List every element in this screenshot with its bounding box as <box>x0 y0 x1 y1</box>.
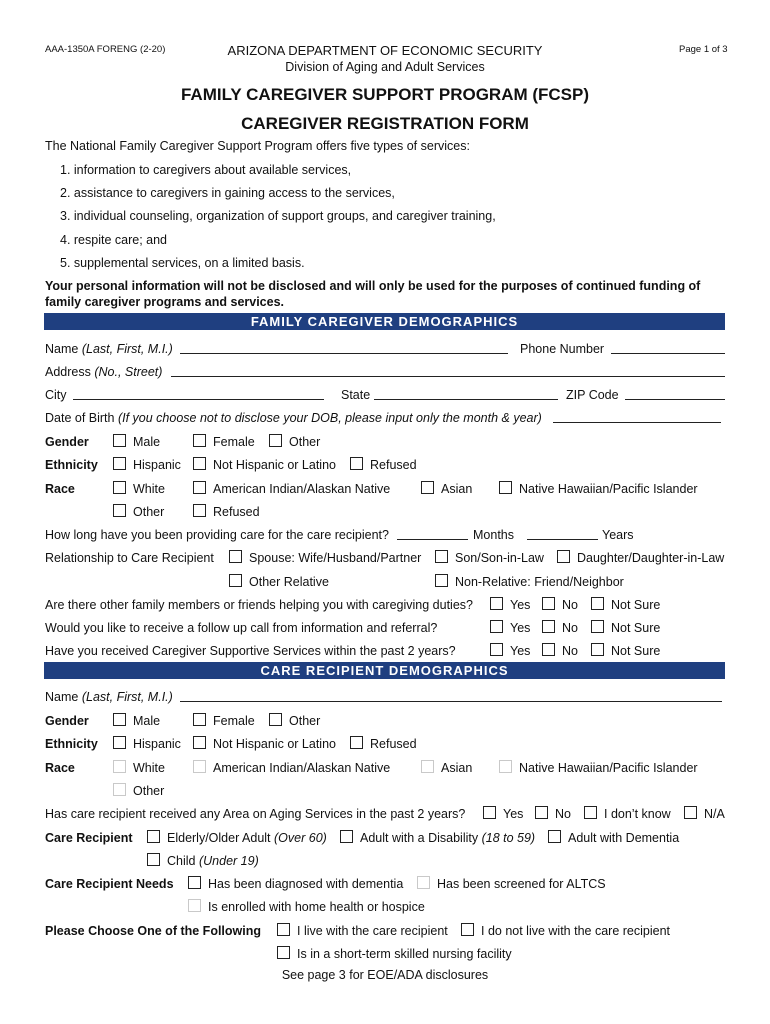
form-id: AAA-1350A FORENG (2-20) <box>45 44 166 55</box>
checkbox-icon <box>193 457 206 470</box>
care-duration-label: How long have you been providing care for the care recipient? <box>45 528 389 542</box>
recipient-gender-female-checkbox[interactable]: Female <box>193 713 255 728</box>
care-recipient-demographics-banner: CARE RECIPIENT DEMOGRAPHICS <box>44 662 725 679</box>
caregiver-ethnicity-label: Ethnicity <box>45 458 98 472</box>
checkbox-icon <box>421 481 434 494</box>
followup-yes-checkbox[interactable]: Yes <box>490 620 530 635</box>
services-no-checkbox[interactable]: No <box>542 643 578 658</box>
relationship-other-relative-checkbox[interactable]: Other Relative <box>229 574 329 589</box>
live-with-recipient-checkbox[interactable]: I live with the care recipient <box>277 923 448 938</box>
privacy-notice-line2: family caregiver programs and services. <box>45 295 285 309</box>
care-recipient-type-label: Care Recipient <box>45 831 133 845</box>
aging-dont-know-checkbox[interactable]: I don’t know <box>584 806 671 821</box>
recipient-elderly-checkbox[interactable]: Elderly/Older Adult (Over 60) <box>147 830 327 845</box>
needs-altcs-checkbox[interactable]: Has been screened for ALTCS <box>417 876 606 891</box>
relationship-son-checkbox[interactable]: Son/Son-in-Law <box>435 550 544 565</box>
checkbox-icon <box>461 923 474 936</box>
recipient-race-asian-checkbox[interactable]: Asian <box>421 760 472 775</box>
checkbox-icon <box>113 736 126 749</box>
footer-note: See page 3 for EOE/ADA disclosures <box>281 968 489 982</box>
recipient-gender-male-checkbox[interactable]: Male <box>113 713 160 728</box>
services-yes-checkbox[interactable]: Yes <box>490 643 530 658</box>
recipient-ethnicity-hispanic-checkbox[interactable]: Hispanic <box>113 736 181 751</box>
checkbox-icon <box>435 550 448 563</box>
not-live-with-recipient-checkbox[interactable]: I do not live with the care recipient <box>461 923 670 938</box>
phone-field[interactable] <box>611 353 725 354</box>
checkbox-icon <box>548 830 561 843</box>
years-field[interactable] <box>527 539 598 540</box>
checkbox-icon <box>113 783 126 796</box>
helpers-yes-checkbox[interactable]: Yes <box>490 597 530 612</box>
checkbox-icon <box>591 643 604 656</box>
aging-services-question: Has care recipient received any Area on Aging Services in the past 2 years? <box>45 807 466 821</box>
address-field[interactable] <box>171 376 725 377</box>
caregiver-race-asian-checkbox[interactable]: Asian <box>421 481 472 496</box>
recipient-ethnicity-label: Ethnicity <box>45 737 98 751</box>
recipient-ethnicity-not-hispanic-checkbox[interactable]: Not Hispanic or Latino <box>193 736 336 751</box>
checkbox-icon <box>499 760 512 773</box>
checkbox-icon <box>350 457 363 470</box>
months-label: Months <box>473 528 514 542</box>
checkbox-icon <box>483 806 496 819</box>
service-item: 3. individual counseling, organization of support groups, and caregiver training, <box>60 209 496 223</box>
recipient-dementia-checkbox[interactable]: Adult with Dementia <box>548 830 679 845</box>
choose-one-label: Please Choose One of the Following <box>45 924 261 938</box>
form-subtitle: CAREGIVER REGISTRATION FORM <box>241 114 529 133</box>
dob-field[interactable] <box>553 422 721 423</box>
recipient-disability-checkbox[interactable]: Adult with a Disability (18 to 59) <box>340 830 535 845</box>
checkbox-icon <box>350 736 363 749</box>
helpers-no-checkbox[interactable]: No <box>542 597 578 612</box>
caregiver-race-label: Race <box>45 482 75 496</box>
checkbox-icon <box>113 713 126 726</box>
caregiver-gender-female-checkbox[interactable]: Female <box>193 434 255 449</box>
recipient-race-white-checkbox[interactable]: White <box>113 760 165 775</box>
recipient-child-checkbox[interactable]: Child (Under 19) <box>147 853 259 868</box>
needs-dementia-diagnosed-checkbox[interactable]: Has been diagnosed with dementia <box>188 876 403 891</box>
checkbox-icon <box>269 713 282 726</box>
dob-label: Date of Birth (If you choose not to disclose your DOB, please input only the month & year) <box>45 411 542 425</box>
caregiver-race-refused-checkbox[interactable]: Refused <box>193 504 260 519</box>
checkbox-icon <box>340 830 353 843</box>
relationship-non-relative-checkbox[interactable]: Non-Relative: Friend/Neighbor <box>435 574 624 589</box>
recipient-race-other-checkbox[interactable]: Other <box>113 783 164 798</box>
state-label: State <box>341 388 371 402</box>
checkbox-icon <box>193 481 206 494</box>
caregiver-gender-other-checkbox[interactable]: Other <box>269 434 320 449</box>
checkbox-icon <box>584 806 597 819</box>
phone-label: Phone Number <box>520 342 605 356</box>
checkbox-icon <box>193 434 206 447</box>
page-number: Page 1 of 3 <box>679 44 728 55</box>
followup-no-checkbox[interactable]: No <box>542 620 578 635</box>
caregiver-race-pacific-islander-checkbox[interactable]: Native Hawaiian/Pacific Islander <box>499 481 698 496</box>
services-not-sure-checkbox[interactable]: Not Sure <box>591 643 660 658</box>
followup-not-sure-checkbox[interactable]: Not Sure <box>591 620 660 635</box>
checkbox-icon <box>193 504 206 517</box>
recipient-gender-other-checkbox[interactable]: Other <box>269 713 320 728</box>
checkbox-icon <box>193 760 206 773</box>
checkbox-icon <box>229 550 242 563</box>
checkbox-icon <box>417 876 430 889</box>
city-label: City <box>45 388 67 402</box>
checkbox-icon <box>113 457 126 470</box>
checkbox-icon <box>188 899 201 912</box>
form-title: FAMILY CAREGIVER SUPPORT PROGRAM (FCSP) <box>180 85 590 104</box>
zip-field[interactable] <box>625 399 725 400</box>
years-label: Years <box>602 528 634 542</box>
checkbox-icon <box>113 504 126 517</box>
service-item: 4. respite care; and <box>60 233 168 247</box>
caregiver-demographics-banner: FAMILY CAREGIVER DEMOGRAPHICS <box>44 313 725 330</box>
checkbox-icon <box>229 574 242 587</box>
care-recipient-needs-label: Care Recipient Needs <box>45 877 174 891</box>
checkbox-icon <box>684 806 697 819</box>
checkbox-icon <box>499 481 512 494</box>
checkbox-icon <box>193 713 206 726</box>
checkbox-icon <box>113 481 126 494</box>
caregiver-ethnicity-not-hispanic-checkbox[interactable]: Not Hispanic or Latino <box>193 457 336 472</box>
checkbox-icon <box>269 434 282 447</box>
caregiver-name-label: Name (Last, First, M.I.) <box>45 342 173 356</box>
recipient-race-label: Race <box>45 761 75 775</box>
aging-na-checkbox[interactable]: N/A <box>684 806 725 821</box>
relationship-spouse-checkbox[interactable]: Spouse: Wife/Husband/Partner <box>229 550 421 565</box>
recipient-name-field[interactable] <box>180 701 722 702</box>
checkbox-icon <box>147 853 160 866</box>
recipient-name-label: Name (Last, First, M.I.) <box>45 690 173 704</box>
agency-name: ARIZONA DEPARTMENT OF ECONOMIC SECURITY <box>227 43 543 58</box>
address-label: Address (No., Street) <box>45 365 163 379</box>
checkbox-icon <box>542 620 555 633</box>
checkbox-icon <box>490 620 503 633</box>
checkbox-icon <box>435 574 448 587</box>
checkbox-icon <box>188 876 201 889</box>
recipient-race-pacific-islander-checkbox[interactable]: Native Hawaiian/Pacific Islander <box>499 760 698 775</box>
state-field[interactable] <box>374 399 558 400</box>
service-item: 2. assistance to caregivers in gaining access to the services, <box>60 186 395 200</box>
aging-yes-checkbox[interactable]: Yes <box>483 806 523 821</box>
relationship-label: Relationship to Care Recipient <box>45 551 214 565</box>
caregiver-ethnicity-refused-checkbox[interactable]: Refused <box>350 457 417 472</box>
intro-text: The National Family Caregiver Support Program offers five types of services: <box>45 139 470 153</box>
checkbox-icon <box>591 620 604 633</box>
checkbox-icon <box>542 597 555 610</box>
recipient-gender-label: Gender <box>45 714 89 728</box>
checkbox-icon <box>277 923 290 936</box>
relationship-daughter-checkbox[interactable]: Daughter/Daughter-in-Law <box>557 550 724 565</box>
helpers-not-sure-checkbox[interactable]: Not Sure <box>591 597 660 612</box>
checkbox-icon <box>490 643 503 656</box>
checkbox-icon <box>591 597 604 610</box>
caregiver-gender-male-checkbox[interactable]: Male <box>113 434 160 449</box>
followup-question: Would you like to receive a follow up call from information and referral? <box>45 621 438 635</box>
checkbox-icon <box>557 550 570 563</box>
nursing-facility-checkbox[interactable]: Is in a short-term skilled nursing facility <box>277 946 512 961</box>
privacy-notice-line1: Your personal information will not be disclosed and will only be used for the purposes of continued funding of <box>45 279 701 293</box>
service-item: 5. supplemental services, on a limited basis. <box>60 256 305 270</box>
caregiver-name-field[interactable] <box>180 353 508 354</box>
checkbox-icon <box>193 736 206 749</box>
city-field[interactable] <box>73 399 324 400</box>
helpers-question: Are there other family members or friends helping you with caregiving duties? <box>45 598 473 612</box>
zip-label: ZIP Code <box>566 388 619 402</box>
needs-home-health-checkbox[interactable]: Is enrolled with home health or hospice <box>188 899 425 914</box>
months-field[interactable] <box>397 539 468 540</box>
checkbox-icon <box>113 434 126 447</box>
checkbox-icon <box>542 643 555 656</box>
service-item: 1. information to caregivers about available services, <box>60 163 352 177</box>
checkbox-icon <box>147 830 160 843</box>
services-received-question: Have you received Caregiver Supportive Services within the past 2 years? <box>45 644 456 658</box>
division-name: Division of Aging and Adult Services <box>285 60 485 74</box>
checkbox-icon <box>113 760 126 773</box>
checkbox-icon <box>421 760 434 773</box>
checkbox-icon <box>490 597 503 610</box>
checkbox-icon <box>277 946 290 959</box>
caregiver-gender-label: Gender <box>45 435 89 449</box>
caregiver-race-other-checkbox[interactable]: Other <box>113 504 164 519</box>
recipient-ethnicity-refused-checkbox[interactable]: Refused <box>350 736 417 751</box>
caregiver-race-american-indian-checkbox[interactable]: American Indian/Alaskan Native <box>193 481 390 496</box>
caregiver-ethnicity-hispanic-checkbox[interactable]: Hispanic <box>113 457 181 472</box>
aging-no-checkbox[interactable]: No <box>535 806 571 821</box>
caregiver-race-white-checkbox[interactable]: White <box>113 481 165 496</box>
recipient-race-american-indian-checkbox[interactable]: American Indian/Alaskan Native <box>193 760 390 775</box>
checkbox-icon <box>535 806 548 819</box>
